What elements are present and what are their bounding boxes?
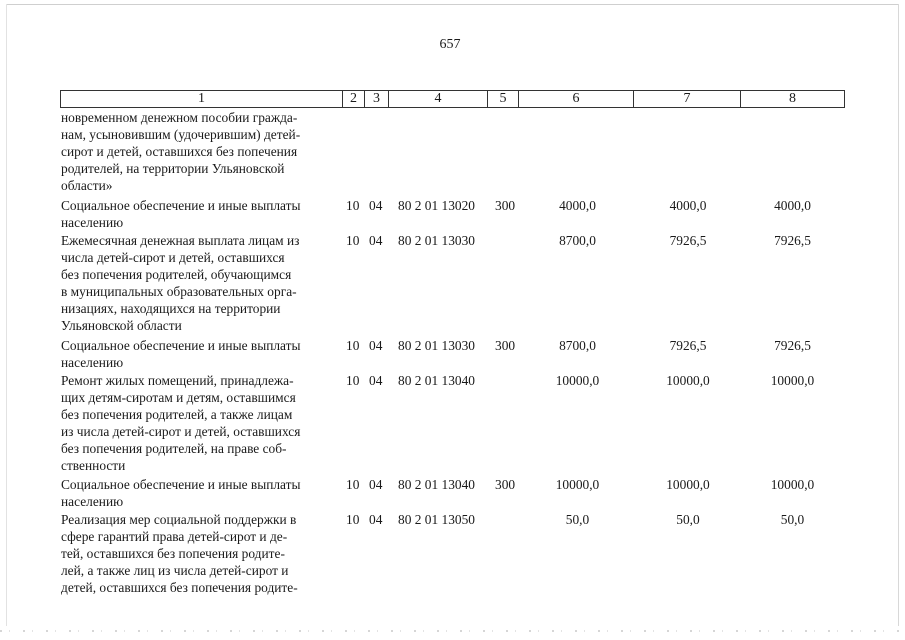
- cell-subsection: 04: [369, 512, 383, 527]
- cell-amount-col6: 10000,0: [555, 477, 600, 492]
- table-row-description: [61, 337, 338, 371]
- cell-amount-col8: 7926,5: [774, 233, 811, 248]
- table-row-description: [61, 372, 338, 474]
- cell-expense-type: 300: [495, 338, 516, 353]
- description-line: числа детей-сирот и детей, оставшихся: [61, 250, 285, 265]
- column-header-4: 4: [389, 91, 488, 107]
- cell-target-code: 80 2 01 13030: [398, 233, 475, 248]
- description-line: Социальное обеспечение и иные выплаты: [61, 338, 301, 353]
- column-header-8: 8: [789, 91, 796, 106]
- cell-amount-col8: 7926,5: [774, 338, 811, 353]
- description-line: области»: [61, 178, 113, 193]
- column-header-3: 3: [365, 91, 389, 107]
- cell-subsection: 04: [369, 477, 383, 492]
- description-line: без попечения родителей, обучающимся: [61, 267, 292, 282]
- column-header-2: 2: [343, 91, 365, 107]
- cell-section: 10: [346, 338, 360, 353]
- cell-subsection: 04: [369, 338, 383, 353]
- table-row-description: [61, 476, 338, 510]
- description-line: лей, а также лиц из числа детей-сирот и: [61, 563, 289, 578]
- description-line: населению: [61, 494, 124, 509]
- description-line: сфере гарантий права детей-сирот и де-: [61, 529, 288, 544]
- cell-amount-col7: 7926,5: [669, 233, 707, 248]
- cell-amount-col6: 8700,0: [559, 338, 596, 353]
- cell-section: 10: [346, 233, 360, 248]
- cell-target-code: 80 2 01 13050: [398, 512, 475, 527]
- page-number: 657: [439, 37, 461, 52]
- cell-subsection: 04: [369, 198, 383, 213]
- scan-edge-left: [6, 4, 7, 626]
- description-line: без попечения родителей, а также лицам: [61, 407, 293, 422]
- description-line: в муниципальных образовательных орга-: [61, 284, 297, 299]
- cell-amount-col6: 8700,0: [559, 233, 596, 248]
- cell-section: 10: [346, 198, 360, 213]
- cell-expense-type: 300: [495, 477, 516, 492]
- cell-amount-col8: 50,0: [780, 512, 805, 527]
- description-line: Ежемесячная денежная выплата лицам из: [61, 233, 300, 248]
- description-line: ственности: [61, 458, 126, 473]
- description-line: низациях, находящихся на территории: [61, 301, 281, 316]
- cell-expense-type: 300: [495, 198, 516, 213]
- cell-section: 10: [346, 512, 360, 527]
- cell-amount-col7: 50,0: [676, 512, 700, 527]
- cell-amount-col7: 4000,0: [669, 198, 707, 213]
- cell-target-code: 80 2 01 13030: [398, 338, 475, 353]
- description-line: Социальное обеспечение и иные выплаты: [61, 477, 301, 492]
- cell-amount-col6: 4000,0: [559, 198, 596, 213]
- description-line: родителей, на территории Ульяновской: [61, 161, 285, 176]
- cell-amount-col7: 10000,0: [666, 373, 710, 388]
- table-row-description: [61, 511, 338, 596]
- description-line: щих детям-сиротам и детям, оставшимся: [61, 390, 296, 405]
- scan-edge-right: [898, 4, 899, 626]
- description-line: без попечения родителей, на праве соб-: [61, 441, 287, 456]
- description-line: из числа детей-сирот и детей, оставшихся: [61, 424, 301, 439]
- cell-target-code: 80 2 01 13040: [398, 477, 475, 492]
- table-row-description: [61, 197, 338, 231]
- description-line: Ульяновской области: [61, 318, 182, 333]
- description-line: детей, оставшихся без попечения родите-: [61, 580, 298, 595]
- scan-edge-top: [6, 4, 899, 5]
- description-line: Ремонт жилых помещений, принадлежа-: [61, 373, 294, 388]
- cell-section: 10: [346, 373, 360, 388]
- description-line: сирот и детей, оставшихся без попечения: [61, 144, 298, 159]
- description-line: нам, усыновившим (удочерившим) детей-: [61, 127, 301, 142]
- column-header-6: 6: [519, 91, 634, 107]
- description-line: тей, оставшихся без попечения родите-: [61, 546, 285, 561]
- scan-noise: [0, 630, 905, 632]
- cell-amount-col8: 4000,0: [774, 198, 811, 213]
- description-line: Социальное обеспечение и иные выплаты: [61, 198, 301, 213]
- description-line: населению: [61, 355, 124, 370]
- cell-section: 10: [346, 477, 360, 492]
- cell-subsection: 04: [369, 233, 383, 248]
- cell-subsection: 04: [369, 373, 383, 388]
- column-header-1: 1: [61, 91, 343, 107]
- table-header-row: [60, 90, 845, 108]
- cell-amount-col8: 10000,0: [770, 373, 815, 388]
- cell-amount-col8: 10000,0: [770, 477, 815, 492]
- table-row-description: [61, 109, 338, 194]
- cell-amount-col6: 50,0: [565, 512, 590, 527]
- column-header-7: 7: [634, 91, 741, 107]
- cell-amount-col6: 10000,0: [555, 373, 600, 388]
- cell-target-code: 80 2 01 13040: [398, 373, 475, 388]
- table-row-description: [61, 232, 338, 334]
- cell-amount-col7: 7926,5: [669, 338, 707, 353]
- column-header-5: 5: [488, 91, 519, 107]
- description-line: Реализация мер социальной поддержки в: [61, 512, 297, 527]
- description-line: населению: [61, 215, 124, 230]
- cell-amount-col7: 10000,0: [666, 477, 710, 492]
- cell-target-code: 80 2 01 13020: [398, 198, 475, 213]
- description-line: новременном денежном пособии гражда-: [61, 110, 298, 125]
